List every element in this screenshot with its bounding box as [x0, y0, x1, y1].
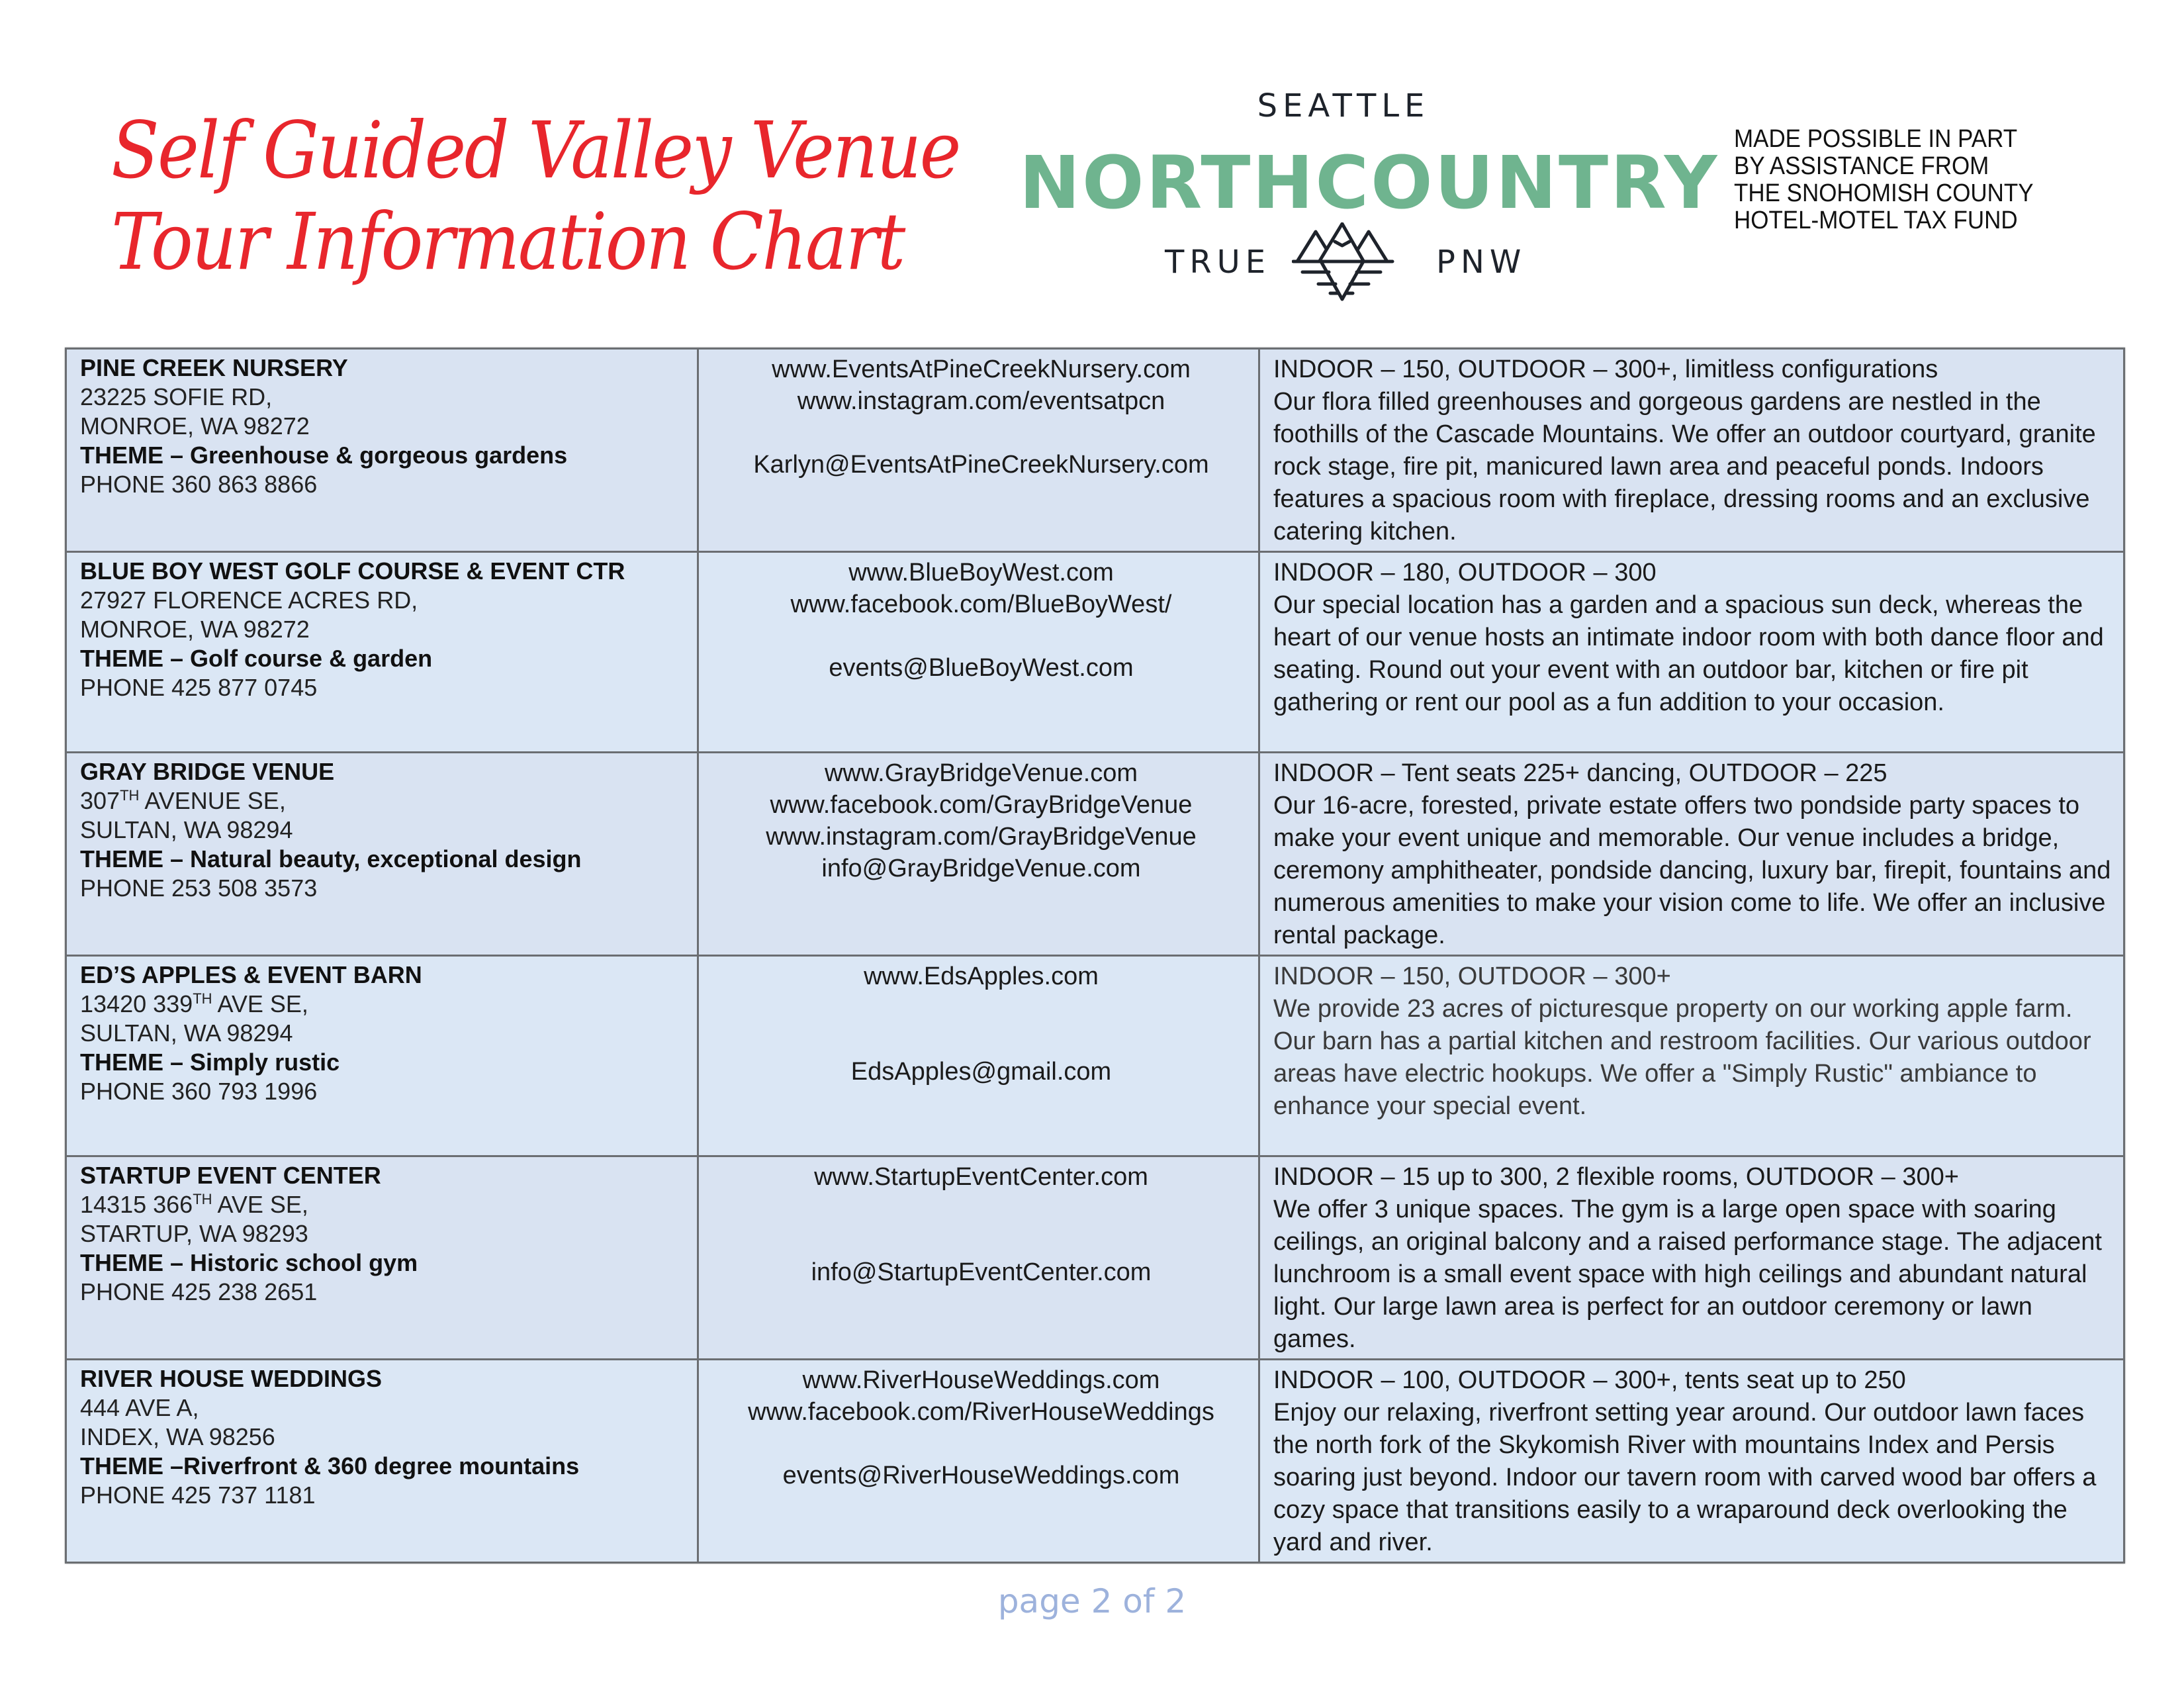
logo-pnw-text: PNW: [1436, 244, 1527, 281]
venue-theme: THEME – Historic school gym: [80, 1249, 418, 1276]
venue-website-link[interactable]: www.GrayBridgeVenue.com: [824, 759, 1138, 787]
venue-city: SULTAN, WA 98294: [80, 1019, 293, 1047]
address-number: 444 AVE A,: [80, 1394, 199, 1421]
venue-description: Our special location has a garden and a spacious sun deck, whereas the heart of our venue hosts an intimate indoor room with both dance floor and seating. Round out your event with an outdoor bar, kitchen or fire pit gathering or rent our pool as a fun addition to your occasion.: [1273, 591, 2104, 716]
venue-email-link[interactable]: Karlyn@EventsAtPineCreekNursery.com: [753, 451, 1209, 479]
venue-website-list: [712, 961, 1250, 992]
venue-contact-cell: [698, 753, 1259, 956]
venue-info-cell: [1259, 1156, 2124, 1360]
venue-table: [65, 348, 2125, 1564]
address-street: AVENUE SE,: [139, 787, 286, 814]
venue-info-cell: [1259, 1360, 2124, 1563]
venue-website-link[interactable]: www.EdsApples.com: [864, 962, 1099, 990]
address-number: 13420 339: [80, 990, 193, 1017]
address-street: AVE SE,: [212, 990, 308, 1017]
venue-phone: PHONE 425 737 1181: [80, 1481, 316, 1509]
venue-city: MONROE, WA 98272: [80, 616, 310, 643]
venue-city: STARTUP, WA 98293: [80, 1220, 308, 1247]
venue-website-link[interactable]: www.instagram.com/GrayBridgeVenue: [766, 823, 1197, 851]
venue-phone: PHONE 425 877 0745: [80, 674, 318, 701]
venue-contact-cell: [698, 349, 1259, 552]
address-street: AVE SE,: [212, 1191, 308, 1218]
venue-info-cell: [1259, 552, 2124, 753]
venue-name: BLUE BOY WEST GOLF COURSE & EVENT CTR: [80, 557, 625, 585]
address-number: 307: [80, 787, 120, 814]
venue-name: STARTUP EVENT CENTER: [80, 1162, 381, 1189]
address-ordinal-suffix: TH: [120, 787, 140, 804]
address-ordinal-suffix: TH: [193, 990, 212, 1007]
mountain-reflection-icon: [1292, 222, 1395, 305]
venue-website-link[interactable]: www.facebook.com/RiverHouseWeddings: [748, 1398, 1214, 1426]
venue-description: We offer 3 unique spaces. The gym is a large open space with soaring ceilings, an original balcony and a raised performance stage. The adjacent lunchroom is a small event space with high ceilings and abundant natural light. Our large lawn area is perfect for an outdoor ceremony or lawn games.: [1273, 1196, 2102, 1353]
venue-name: ED’S APPLES & EVENT BARN: [80, 961, 422, 988]
venue-theme: THEME –Riverfront & 360 degree mountains: [80, 1452, 580, 1479]
address-number: 14315 366: [80, 1191, 193, 1218]
venue-details-cell: [66, 349, 698, 552]
venue-website-link[interactable]: www.instagram.com/eventsatpcn: [797, 387, 1165, 415]
funding-line: BY ASSISTANCE FROM: [1734, 152, 1989, 180]
venue-name: PINE CREEK NURSERY: [80, 354, 348, 381]
venue-description: Our 16-acre, forested, private estate offers two pondside party spaces to make your event unique and memorable. Our venue includes a bridge, ceremony amphitheater, pondside dancing, luxury bar, firepit, fountains and numerous amenities to make your vision come to life. We offer an inclusive rental package.: [1273, 792, 2111, 949]
address-number: 27927 FLORENCE ACRES RD,: [80, 586, 418, 614]
funding-notice: [1734, 126, 2034, 234]
venue-website-link[interactable]: www.RiverHouseWeddings.com: [802, 1366, 1160, 1394]
venue-website-link[interactable]: www.facebook.com/BlueBoyWest/: [790, 590, 1172, 618]
venue-email-link[interactable]: events@BlueBoyWest.com: [829, 654, 1134, 682]
venue-theme: THEME – Greenhouse & gorgeous gardens: [80, 442, 568, 469]
venue-phone: PHONE 253 508 3573: [80, 874, 318, 902]
title-line-1: Self Guided Valley Venue: [111, 105, 960, 196]
venue-info-cell: [1259, 349, 2124, 552]
venue-capacity: INDOOR – 100, OUTDOOR – 300+, tents seat up to 250: [1273, 1366, 1906, 1394]
venue-info-cell: [1259, 753, 2124, 956]
venue-description: We provide 23 acres of picturesque property on our working apple farm. Our barn has a partial kitchen and restroom facilities. Our various outdoor areas have electric hookups. We offer a "Simply Rustic" ambiance to enhance your special event.: [1273, 995, 2091, 1120]
venue-details-cell: [66, 753, 698, 956]
venue-email-link[interactable]: info@StartupEventCenter.com: [811, 1258, 1152, 1286]
venue-contact-cell: [698, 956, 1259, 1156]
seattle-northcountry-logo: [1019, 86, 1719, 318]
venue-website-list: [712, 353, 1250, 417]
venue-theme: THEME – Simply rustic: [80, 1049, 340, 1076]
venue-details-cell: [66, 552, 698, 753]
venue-capacity: INDOOR – 150, OUTDOOR – 300+, limitless configurations: [1273, 355, 1938, 383]
venue-phone: PHONE 360 863 8866: [80, 471, 318, 498]
venue-contact-cell: [698, 1156, 1259, 1360]
venue-row: [66, 349, 2124, 552]
venue-details-cell: [66, 1156, 698, 1360]
venue-theme: THEME – Golf course & garden: [80, 645, 433, 672]
venue-row: [66, 1156, 2124, 1360]
venue-street-address: [80, 786, 689, 816]
venue-capacity: INDOOR – Tent seats 225+ dancing, OUTDOOR – 225: [1273, 759, 1888, 787]
title-line-2: Tour Information Chart: [111, 196, 904, 287]
funding-line: HOTEL-MOTEL TAX FUND: [1734, 207, 2018, 234]
venue-row: [66, 1360, 2124, 1563]
logo-seattle-text: SEATTLE: [1257, 87, 1430, 124]
logo-northcountry-text: NORTHCOUNTRY: [1019, 140, 1719, 225]
venue-name: RIVER HOUSE WEDDINGS: [80, 1365, 383, 1392]
address-ordinal-suffix: TH: [193, 1191, 212, 1207]
venue-phone: PHONE 425 238 2651: [80, 1278, 318, 1305]
venue-details-cell: [66, 1360, 698, 1563]
venue-street-address: [80, 990, 689, 1019]
venue-street-address: [80, 586, 689, 615]
venue-website-link[interactable]: www.StartupEventCenter.com: [814, 1163, 1148, 1191]
venue-email-link[interactable]: info@GrayBridgeVenue.com: [821, 855, 1141, 882]
address-number: 23225 SOFIE RD,: [80, 383, 273, 410]
venue-name: GRAY BRIDGE VENUE: [80, 758, 335, 785]
venue-website-link[interactable]: www.EventsAtPineCreekNursery.com: [772, 355, 1191, 383]
venue-row: [66, 753, 2124, 956]
venue-theme: THEME – Natural beauty, exceptional design: [80, 845, 582, 872]
venue-website-list: [712, 557, 1250, 620]
venue-street-address: [80, 1190, 689, 1219]
funding-line: MADE POSSIBLE IN PART: [1734, 125, 2018, 153]
venue-city: MONROE, WA 98272: [80, 412, 310, 440]
page-number: page 2 of 2: [997, 1582, 1187, 1620]
venue-row: [66, 956, 2124, 1156]
venue-capacity: INDOOR – 180, OUTDOOR – 300: [1273, 559, 1657, 586]
venue-capacity: INDOOR – 15 up to 300, 2 flexible rooms, OUTDOOR – 300+: [1273, 1163, 1959, 1191]
venue-street-address: [80, 1393, 689, 1423]
venue-capacity: INDOOR – 150, OUTDOOR – 300+: [1273, 962, 1671, 990]
venue-city: SULTAN, WA 98294: [80, 816, 293, 843]
venue-email-link[interactable]: events@RiverHouseWeddings.com: [782, 1462, 1180, 1489]
venue-row: [66, 552, 2124, 753]
venue-details-cell: [66, 956, 698, 1156]
venue-description: Our flora filled greenhouses and gorgeous gardens are nestled in the foothills of the Cascade Mountains. We offer an outdoor courtyard, granite rock stage, fire pit, manicured lawn area and peaceful ponds. Indoors features a spacious room with fireplace, dressing rooms and an exclusive catering kitchen.: [1273, 388, 2096, 545]
venue-website-link[interactable]: www.facebook.com/GrayBridgeVenue: [770, 791, 1193, 819]
logo-true-text: TRUE: [1165, 244, 1271, 281]
funding-line: THE SNOHOMISH COUNTY: [1734, 179, 2034, 207]
venue-city: INDEX, WA 98256: [80, 1423, 275, 1450]
venue-website-list: [712, 1161, 1250, 1193]
venue-contact-cell: [698, 552, 1259, 753]
venue-website-link[interactable]: www.BlueBoyWest.com: [848, 559, 1114, 586]
document-title: [111, 105, 998, 287]
venue-street-address: [80, 383, 689, 412]
venue-phone: PHONE 360 793 1996: [80, 1078, 318, 1105]
venue-description: Enjoy our relaxing, riverfront setting year around. Our outdoor lawn faces the north fork of the Skykomish River with mountains Index and Persis soaring just beyond. Indoor our tavern room with carved wood bar offers a cozy space that transitions easily to a wraparound deck overlooking the yard and river.: [1273, 1399, 2097, 1556]
venue-website-list: [712, 757, 1250, 853]
venue-email-link[interactable]: EdsApples@gmail.com: [850, 1058, 1112, 1086]
venue-info-cell: [1259, 956, 2124, 1156]
venue-contact-cell: [698, 1360, 1259, 1563]
venue-website-list: [712, 1364, 1250, 1428]
